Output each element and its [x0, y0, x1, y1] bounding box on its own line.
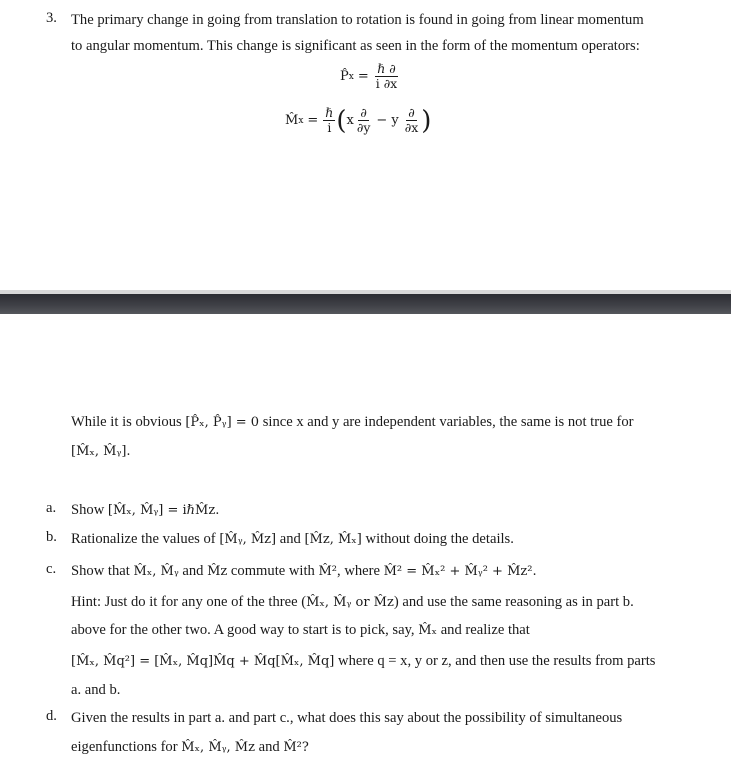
equation-angular-momentum: M̂ x = $\frac{\text{ℏ}}{i}$ ( x $\frac{\partial}{\partial y}$ − y $\frac{\partial}{\partial x}$ ): [285, 105, 432, 136]
obvious-line-1: While it is obvious [P̂ₓ, P̂ᵧ] = 0 since x and y are independent variables, the same is not true for: [71, 414, 634, 430]
px-py-commutator: [P̂ₓ, P̂ᵧ] = 0: [185, 415, 260, 430]
eq1-sub: x: [348, 71, 354, 82]
item-d-label: d.: [46, 708, 57, 724]
page-divider-band: [0, 294, 731, 314]
item-c-text: Show that M̂ₓ, M̂ᵧ and M̂z commute with M̂², where M̂² = M̂ₓ² + M̂ᵧ² + M̂z².: [71, 563, 537, 579]
eq1-lhs: P̂: [340, 69, 349, 84]
eq2-i: i: [327, 120, 332, 135]
eq1-denominator: i ∂x: [375, 76, 398, 91]
item-b-label: b.: [46, 529, 57, 545]
intro-line-2: to angular momentum. This change is significant as seen in the form of the momentum operators:: [71, 38, 640, 54]
item-d-line-2: eigenfunctions for M̂ₓ, M̂ᵧ, M̂z and M̂²?: [71, 739, 309, 755]
hint-line-1: Hint: Just do it for any one of the three (M̂ₓ, M̂ᵧ or M̂z) and use the same reasoning as in part b.: [71, 594, 634, 610]
eq2-hbar: ℏ: [325, 105, 334, 120]
hint-line-4: a. and b.: [71, 682, 121, 698]
hint-line-3: [M̂ₓ, M̂q²] = [M̂ₓ, M̂q]M̂q + M̂q[M̂ₓ, M̂q] where q = x, y or z, and then use the results from parts: [71, 653, 656, 669]
question-number: 3.: [46, 10, 57, 26]
eq2-x: x: [346, 113, 354, 128]
item-a-label: a.: [46, 500, 57, 516]
eq2-prefactor: [323, 106, 335, 135]
item-c-label: c.: [46, 561, 57, 577]
eq1-fraction: [374, 62, 399, 91]
item-b-text: Rationalize the values of [M̂ᵧ, M̂z] and [M̂z, M̂ₓ] without doing the details.: [71, 531, 514, 547]
equation-linear-momentum: P̂ x = $\frac{\text{ℏ ∂}}{i \partial x}$: [340, 61, 398, 91]
hint-line-2: above for the other two. A good way to start is to pick, say, M̂ₓ and realize that: [71, 622, 530, 638]
item-a-math: [M̂ₓ, M̂ᵧ] = iℏM̂z.: [107, 503, 220, 518]
eq2-y: − y: [376, 113, 399, 128]
obvious-line-2: [M̂ₓ, M̂ᵧ].: [71, 444, 131, 459]
eq2-lhs: M̂: [285, 113, 299, 128]
eq2-d-dx: $\frac{\partial}{\partial x}$: [404, 105, 419, 135]
eq1-numerator: ℏ ∂: [377, 61, 396, 76]
eq2-sub: x: [298, 115, 304, 126]
item-d-line-1: Given the results in part a. and part c., what does this say about the possibility of simultaneous: [71, 710, 623, 726]
item-a-text: Show [M̂ₓ, M̂ᵧ] = iℏM̂z.: [71, 502, 220, 518]
intro-line-1: The primary change in going from translation to rotation is found in going from linear momentum: [71, 12, 644, 28]
eq2-d-dy: $\frac{\partial}{\partial y}$: [356, 105, 371, 135]
